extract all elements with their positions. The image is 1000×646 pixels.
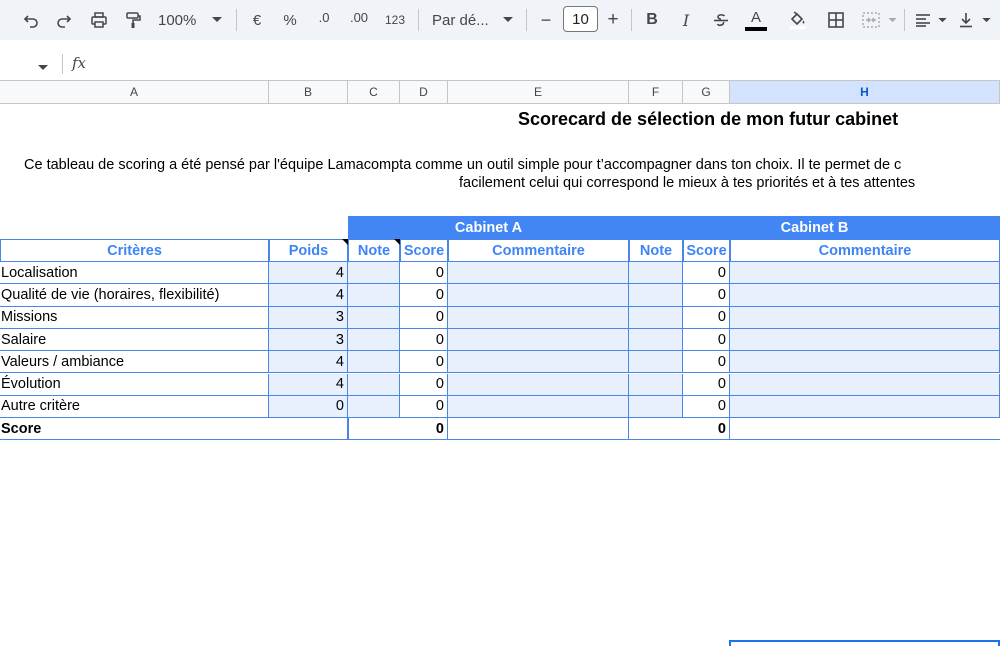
criterion-cell[interactable] xyxy=(0,396,269,418)
paint-format-icon[interactable] xyxy=(122,0,144,40)
bold-button[interactable] xyxy=(644,0,660,40)
fill-color-icon[interactable] xyxy=(786,0,810,40)
note-b-cell[interactable] xyxy=(629,396,683,418)
column-header-g[interactable] xyxy=(683,80,730,104)
score-a-value: 0 xyxy=(435,376,444,393)
note-a-cell[interactable] xyxy=(348,284,400,306)
score-a-cell[interactable] xyxy=(400,284,448,306)
score-a-cell[interactable] xyxy=(400,262,448,284)
column-header-b[interactable] xyxy=(269,80,348,104)
redo-icon[interactable] xyxy=(53,0,75,40)
criterion-cell[interactable] xyxy=(0,374,269,396)
zoom-select[interactable] xyxy=(158,0,202,40)
weight-cell[interactable] xyxy=(269,351,348,373)
strikethrough-icon[interactable] xyxy=(711,0,731,40)
weight-value: 4 xyxy=(335,264,344,281)
header-score-b[interactable] xyxy=(683,239,730,262)
sheet-description-line-1: Ce tableau de scoring a été pensé par l'équipe Lamacompta comme un outil simple pour t’accompagner dans ton choix. Il te permet de c xyxy=(24,157,902,173)
toolbar-divider xyxy=(236,9,237,31)
column-header-label: H xyxy=(860,85,869,99)
column-header-a[interactable] xyxy=(0,80,269,104)
column-header-f[interactable] xyxy=(629,80,683,104)
toolbar-divider xyxy=(631,9,632,31)
column-header-label: E xyxy=(533,85,542,99)
header-note-b[interactable] xyxy=(629,239,683,262)
formula-input[interactable] xyxy=(100,48,1000,79)
undo-icon[interactable] xyxy=(20,0,42,40)
merge-dropdown-icon[interactable] xyxy=(886,0,898,40)
score-a-value: 0 xyxy=(435,264,444,281)
comment-b-cell[interactable] xyxy=(730,262,1000,284)
weight-value: 3 xyxy=(335,331,344,348)
font-family-select[interactable] xyxy=(432,0,498,40)
sheet-description-line-2: facilement celui qui correspond le mieux à tes priorités et à tes attentes xyxy=(459,175,916,191)
comment-b-cell[interactable] xyxy=(730,307,1000,329)
header-commentaire-b[interactable] xyxy=(730,239,1000,262)
cabinet-a-label: Cabinet A xyxy=(454,219,523,236)
formula-divider xyxy=(62,54,63,74)
formula-bar xyxy=(0,48,1000,79)
score-b-cell[interactable] xyxy=(683,351,730,373)
score-a-cell[interactable] xyxy=(400,329,448,351)
score-b-value: 0 xyxy=(717,398,726,415)
header-poids[interactable] xyxy=(269,239,348,262)
align-dropdown-icon[interactable] xyxy=(936,0,948,40)
zoom-value: 100% xyxy=(158,11,197,29)
cabinet-a-header[interactable] xyxy=(348,216,629,239)
weight-cell[interactable] xyxy=(269,262,348,284)
score-b-cell[interactable] xyxy=(683,374,730,396)
score-b-cell[interactable] xyxy=(683,307,730,329)
weight-value: 3 xyxy=(335,309,344,326)
criterion-label: Qualité de vie (horaires, flexibilité) xyxy=(1,286,220,303)
column-header-label: D xyxy=(419,85,428,99)
total-a-comment-cell[interactable] xyxy=(448,418,629,440)
font-dropdown-icon[interactable] xyxy=(502,0,514,40)
score-a-value: 0 xyxy=(435,353,444,370)
text-color-button[interactable] xyxy=(744,0,768,40)
score-a-cell[interactable] xyxy=(400,307,448,329)
name-box-dropdown-icon[interactable] xyxy=(38,58,48,76)
column-header-e[interactable] xyxy=(448,80,629,104)
score-a-cell[interactable] xyxy=(400,351,448,373)
column-header-label: G xyxy=(701,85,711,99)
font-size-value: 10 xyxy=(572,10,589,28)
column-header-label: A xyxy=(129,85,138,99)
score-a-value: 0 xyxy=(435,309,444,326)
header-commentaire-a[interactable] xyxy=(448,239,629,262)
total-b-cell[interactable] xyxy=(629,418,730,440)
toolbar-divider xyxy=(418,9,419,31)
criterion-cell[interactable] xyxy=(0,329,269,351)
comment-a-cell[interactable] xyxy=(448,307,629,329)
vertical-align-bottom-icon[interactable] xyxy=(956,0,976,40)
align-left-icon[interactable] xyxy=(913,0,933,40)
decrease-decimal-label: .0 xyxy=(318,10,330,25)
increase-font-size-button[interactable] xyxy=(605,0,621,40)
number-format-label: 123 xyxy=(384,13,406,27)
comment-a-cell[interactable] xyxy=(448,396,629,418)
total-a-cell[interactable] xyxy=(348,418,448,440)
sheet-title: Scorecard de sélection de mon futur cabinet xyxy=(518,109,899,129)
column-header-h[interactable] xyxy=(730,80,1000,104)
column-header-label: C xyxy=(369,85,378,99)
decrease-decimal-button[interactable] xyxy=(313,0,335,40)
number-format-button[interactable] xyxy=(383,0,407,40)
merge-cells-icon[interactable] xyxy=(861,0,881,40)
note-a-cell[interactable] xyxy=(348,396,400,418)
plus-label: + xyxy=(607,9,619,30)
header-commentaire-label: Commentaire xyxy=(818,242,912,259)
header-score-label: Score xyxy=(403,242,445,259)
weight-cell[interactable] xyxy=(269,284,348,306)
total-a-value: 0 xyxy=(435,420,444,437)
minus-label: − xyxy=(540,9,552,30)
note-b-cell[interactable] xyxy=(629,284,683,306)
zoom-dropdown-icon[interactable] xyxy=(210,0,224,40)
borders-icon[interactable] xyxy=(826,0,846,40)
weight-value: 0 xyxy=(335,398,344,415)
comment-a-cell[interactable] xyxy=(448,262,629,284)
selected-cell-outline[interactable] xyxy=(729,640,1000,646)
note-b-cell[interactable] xyxy=(629,262,683,284)
note-a-cell[interactable] xyxy=(348,262,400,284)
criterion-label: Salaire xyxy=(1,331,47,348)
comment-a-cell[interactable] xyxy=(448,329,629,351)
comment-a-cell[interactable] xyxy=(448,284,629,306)
fx-icon: fx xyxy=(72,54,87,72)
total-label-cell[interactable] xyxy=(0,418,348,440)
comment-b-cell[interactable] xyxy=(730,396,1000,418)
score-b-value: 0 xyxy=(717,286,726,303)
header-poids-label: Poids xyxy=(288,242,329,259)
criterion-label: Valeurs / ambiance xyxy=(1,353,125,370)
column-header-label: F xyxy=(651,85,660,99)
increase-decimal-button[interactable] xyxy=(347,0,371,40)
note-b-cell[interactable] xyxy=(629,329,683,351)
comment-b-cell[interactable] xyxy=(730,329,1000,351)
toolbar-divider xyxy=(904,9,905,31)
header-criteres-label: Critères xyxy=(107,242,162,259)
comment-a-cell[interactable] xyxy=(448,351,629,373)
note-a-cell[interactable] xyxy=(348,329,400,351)
score-b-cell[interactable] xyxy=(683,396,730,418)
currency-format-button[interactable] xyxy=(249,0,265,40)
decrease-font-size-button[interactable] xyxy=(538,0,554,40)
criterion-label: Missions xyxy=(1,309,58,326)
weight-value: 4 xyxy=(335,353,344,370)
weight-cell[interactable] xyxy=(269,307,348,329)
comment-b-cell[interactable] xyxy=(730,351,1000,373)
criterion-cell[interactable] xyxy=(0,351,269,373)
criterion-label: Évolution xyxy=(1,376,61,393)
text-color-swatch xyxy=(745,27,767,31)
note-a-cell[interactable] xyxy=(348,374,400,396)
column-header-c[interactable] xyxy=(348,80,400,104)
toolbar-divider xyxy=(526,9,527,31)
increase-decimal-label: .00 xyxy=(349,10,369,25)
score-a-value: 0 xyxy=(435,331,444,348)
weight-value: 4 xyxy=(335,286,344,303)
score-a-value: 0 xyxy=(435,286,444,303)
comment-a-cell[interactable] xyxy=(448,374,629,396)
header-criteres[interactable] xyxy=(0,239,269,262)
score-b-cell[interactable] xyxy=(683,262,730,284)
score-a-value: 0 xyxy=(435,398,444,415)
criterion-cell[interactable] xyxy=(0,284,269,306)
header-note-label: Note xyxy=(357,242,391,259)
cabinet-b-header[interactable] xyxy=(629,216,1000,239)
cabinet-b-label: Cabinet B xyxy=(780,219,849,236)
score-a-cell[interactable] xyxy=(400,396,448,418)
score-b-cell[interactable] xyxy=(683,329,730,351)
font-family-value: Par dé... xyxy=(432,11,489,29)
criterion-label: Localisation xyxy=(1,264,78,281)
weight-cell[interactable] xyxy=(269,374,348,396)
score-b-value: 0 xyxy=(717,376,726,393)
column-header-d[interactable] xyxy=(400,80,448,104)
comment-b-cell[interactable] xyxy=(730,374,1000,396)
total-b-value: 0 xyxy=(717,420,726,437)
vertical-align-dropdown-icon[interactable] xyxy=(980,0,992,40)
note-a-cell[interactable] xyxy=(348,307,400,329)
header-note-a[interactable] xyxy=(348,239,400,262)
criterion-cell[interactable] xyxy=(0,307,269,329)
score-b-value: 0 xyxy=(717,353,726,370)
header-score-label: Score xyxy=(686,242,727,259)
text-color-label: A xyxy=(750,8,761,26)
font-size-input[interactable] xyxy=(563,6,598,32)
print-icon[interactable] xyxy=(88,0,110,40)
score-b-value: 0 xyxy=(717,309,726,326)
note-b-cell[interactable] xyxy=(629,351,683,373)
weight-cell[interactable] xyxy=(269,396,348,418)
header-note-label: Note xyxy=(639,242,673,259)
score-b-value: 0 xyxy=(717,264,726,281)
note-a-cell[interactable] xyxy=(348,351,400,373)
total-b-comment-cell[interactable] xyxy=(730,418,1000,440)
italic-label: I xyxy=(682,10,690,30)
score-b-value: 0 xyxy=(717,331,726,348)
percent-format-button[interactable] xyxy=(282,0,298,40)
criterion-cell[interactable] xyxy=(0,262,269,284)
comment-b-cell[interactable] xyxy=(730,284,1000,306)
header-score-a[interactable] xyxy=(400,239,448,262)
note-b-cell[interactable] xyxy=(629,307,683,329)
italic-button[interactable] xyxy=(678,0,694,40)
score-b-cell[interactable] xyxy=(683,284,730,306)
percent-label: % xyxy=(283,11,297,29)
weight-value: 4 xyxy=(335,376,344,393)
total-label: Score xyxy=(1,420,42,437)
column-header-label: B xyxy=(303,85,312,99)
toolbar xyxy=(0,0,1000,40)
weight-cell[interactable] xyxy=(269,329,348,351)
header-commentaire-label: Commentaire xyxy=(492,242,585,259)
note-b-cell[interactable] xyxy=(629,374,683,396)
score-a-cell[interactable] xyxy=(400,374,448,396)
bold-label: B xyxy=(646,11,658,28)
currency-label: € xyxy=(252,11,262,29)
criterion-label: Autre critère xyxy=(1,398,80,415)
